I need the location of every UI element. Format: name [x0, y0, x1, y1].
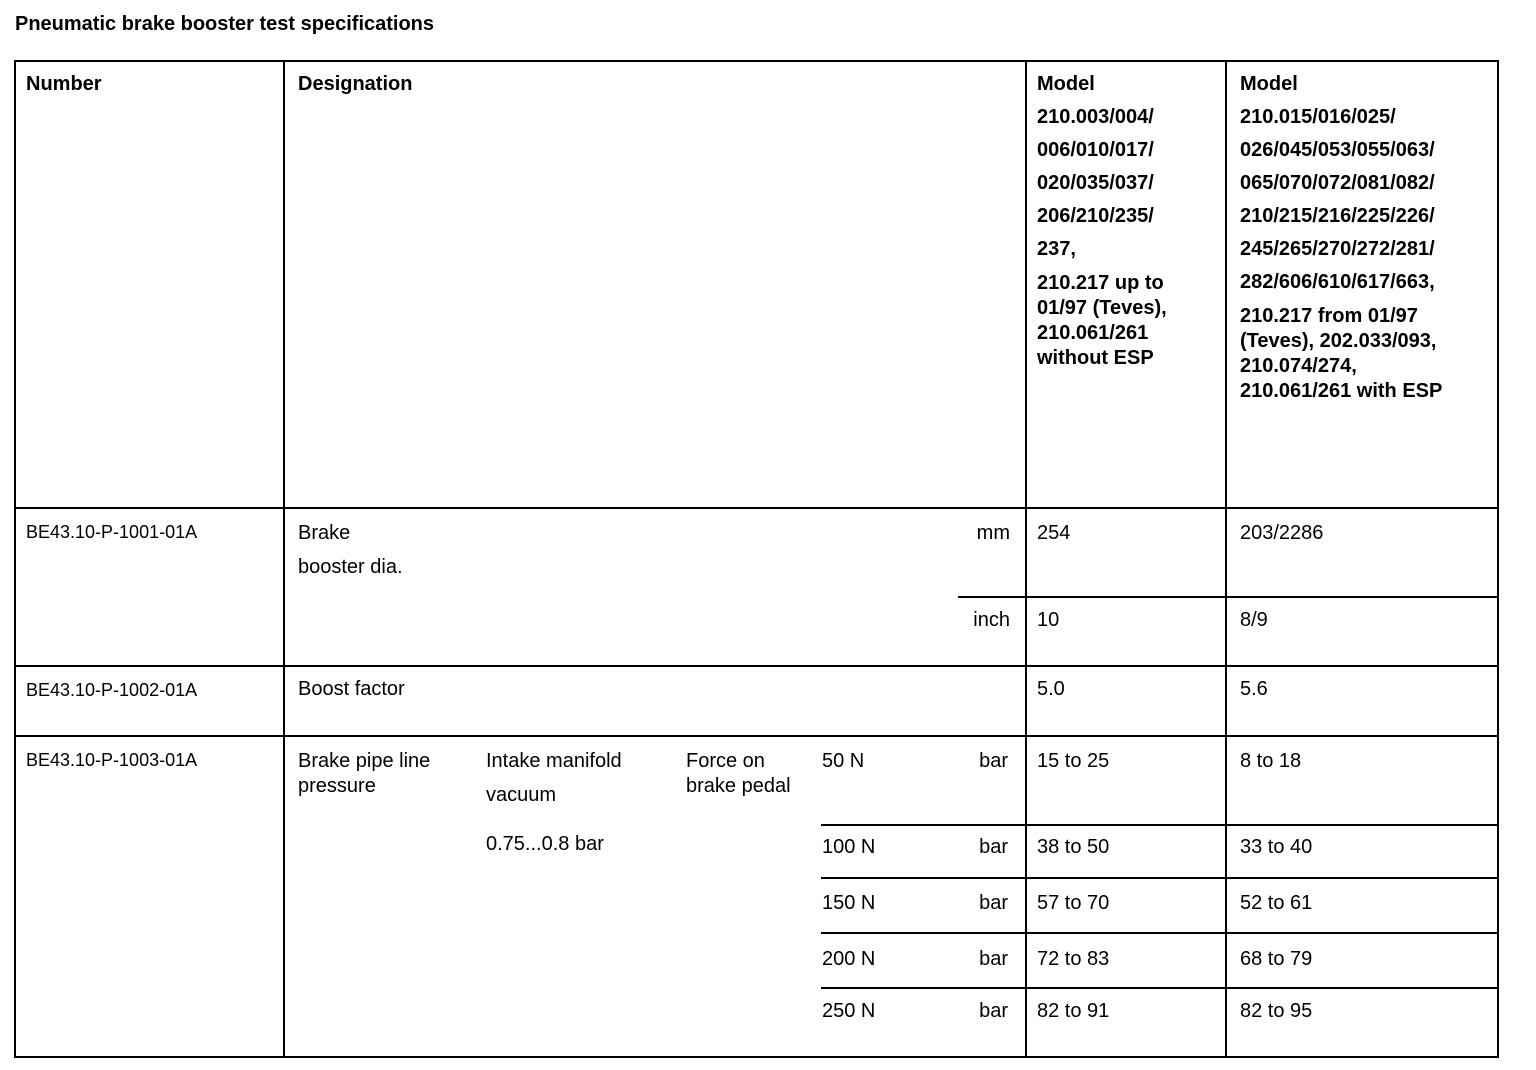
- model-b-code-line: 210/215/216/225/226/: [1240, 205, 1435, 227]
- table-border-bottom: [14, 1056, 1499, 1058]
- table-border-right: [1497, 60, 1499, 1058]
- model-b-note-line: 210.061/261 with ESP: [1240, 380, 1443, 402]
- row-designation-line: Brake pipe line: [298, 750, 431, 772]
- model-b-value: 203/2286: [1240, 522, 1324, 544]
- model-b-code-line: 065/070/072/081/082/: [1240, 172, 1435, 194]
- unit-label: bar: [979, 836, 1008, 858]
- table-divider: [14, 507, 1499, 509]
- model-a-note-line: 210.061/261: [1037, 322, 1149, 344]
- model-b-value: 82 to 95: [1240, 1000, 1313, 1022]
- model-a-note-line: 01/97 (Teves),: [1037, 297, 1167, 319]
- manifold-label-line: Intake manifold: [486, 750, 622, 772]
- force-label-line: Force on: [686, 750, 765, 772]
- table-divider: [14, 665, 1499, 667]
- model-a-value: 15 to 25: [1037, 750, 1110, 772]
- model-b-code-line: 210.015/016/025/: [1240, 106, 1396, 128]
- model-b-value: 8 to 18: [1240, 750, 1302, 772]
- model-b-code-line: 282/606/610/617/663,: [1240, 271, 1435, 293]
- table-divider: [821, 932, 1499, 934]
- header-number: Number: [26, 73, 102, 95]
- model-a-value: 82 to 91: [1037, 1000, 1110, 1022]
- model-b-label: Model: [1240, 73, 1298, 95]
- model-b-code-line: 245/265/270/272/281/: [1240, 238, 1435, 260]
- model-a-code-line: 210.003/004/: [1037, 106, 1154, 128]
- model-b-note-line: 210.074/274,: [1240, 355, 1357, 377]
- table-border-left: [14, 60, 16, 1058]
- model-a-note-line: 210.217 up to: [1037, 272, 1164, 294]
- force-value: 50 N: [822, 750, 865, 772]
- manifold-value: 0.75...0.8 bar: [486, 833, 604, 855]
- column-divider: [1225, 60, 1227, 1058]
- row-designation-line: Brake: [298, 522, 351, 544]
- force-value: 250 N: [822, 1000, 876, 1022]
- unit-label: mm: [976, 522, 1010, 544]
- row-number: BE43.10-P-1001-01A: [26, 522, 198, 542]
- model-a-value: 254: [1037, 522, 1071, 544]
- column-divider: [1025, 60, 1027, 1058]
- model-a-code-line: 006/010/017/: [1037, 139, 1154, 161]
- model-b-value: 33 to 40: [1240, 836, 1313, 858]
- table-divider: [821, 987, 1499, 989]
- row-number: BE43.10-P-1002-01A: [26, 680, 198, 700]
- row-number: BE43.10-P-1003-01A: [26, 750, 198, 770]
- model-a-value: 5.0: [1037, 678, 1065, 700]
- unit-label: bar: [979, 948, 1008, 970]
- unit-label: inch: [973, 609, 1010, 631]
- header-designation: Designation: [298, 73, 413, 95]
- column-divider: [283, 60, 285, 1058]
- model-b-value: 68 to 79: [1240, 948, 1313, 970]
- header-model-b: [1240, 68, 1442, 404]
- model-a-value: 38 to 50: [1037, 836, 1110, 858]
- manifold-label-line: vacuum: [486, 784, 557, 806]
- model-a-code-line: 206/210/235/: [1037, 205, 1154, 227]
- table-divider: [958, 596, 1499, 598]
- force-value: 200 N: [822, 948, 876, 970]
- model-b-value: 52 to 61: [1240, 892, 1313, 914]
- unit-label: bar: [979, 750, 1008, 772]
- row-designation-line: booster dia.: [298, 556, 403, 578]
- unit-label: bar: [979, 1000, 1008, 1022]
- model-b-note-line: (Teves), 202.033/093,: [1240, 330, 1437, 352]
- model-b-value: 8/9: [1240, 609, 1268, 631]
- page-title: Pneumatic brake booster test specifications: [15, 13, 435, 35]
- table-divider: [821, 824, 1499, 826]
- table-divider: [821, 877, 1499, 879]
- table-divider: [14, 735, 1499, 737]
- row-designation: Boost factor: [298, 678, 405, 700]
- model-a-value: 10: [1037, 609, 1060, 631]
- model-a-code-line: 020/035/037/: [1037, 172, 1154, 194]
- table-border-top: [14, 60, 1499, 62]
- model-a-value: 57 to 70: [1037, 892, 1110, 914]
- force-label-line: brake pedal: [686, 775, 791, 797]
- model-a-note-line: without ESP: [1037, 347, 1154, 369]
- model-a-value: 72 to 83: [1037, 948, 1110, 970]
- header-model-a: [1037, 68, 1167, 371]
- model-b-value: 5.6: [1240, 678, 1268, 700]
- model-b-note-line: 210.217 from 01/97: [1240, 305, 1418, 327]
- row-designation-line: pressure: [298, 775, 376, 797]
- unit-label: bar: [979, 892, 1008, 914]
- force-value: 100 N: [822, 836, 876, 858]
- model-a-label: Model: [1037, 73, 1095, 95]
- model-b-code-line: 026/045/053/055/063/: [1240, 139, 1435, 161]
- model-a-code-line: 237,: [1037, 238, 1076, 260]
- force-value: 150 N: [822, 892, 876, 914]
